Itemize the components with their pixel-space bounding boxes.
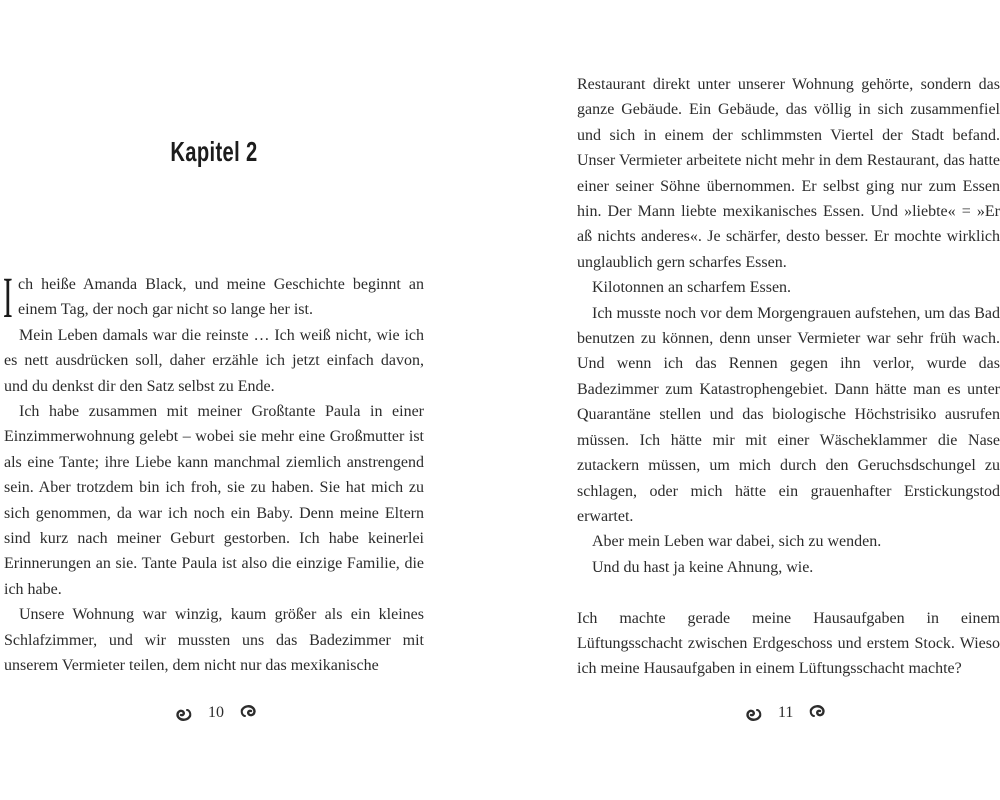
swirl-ornament-icon bbox=[172, 702, 194, 724]
swirl-ornament-icon bbox=[742, 702, 764, 724]
paragraph: Aber mein Leben war dabei, sich zu wenden. bbox=[592, 533, 882, 551]
paragraph-text: ch heiße Amanda Black, und meine Geschichte beginnt an einem Tag, der noch gar nicht so lange her ist. bbox=[18, 276, 424, 319]
paragraph: Restaurant direkt unter unserer Wohnung gehörte, sondern das ganze Gebäude. Ein Gebäude, das völlig in sich zusammenfiel und sich in einem der schlimmsten Viertel der Stadt befand. Unser Vermieter arbeitete nicht mehr in dem Restaurant, das hatte einer seiner Söhne übernommen. Er selbst ging nur zum Essen hin. Der Mann liebte mexikanisches Essen. Und »liebte« = »Er aß nichts anderes«. Je schärfer, desto besser. Er mochte wirklich unglaublich gern scharfes Essen. bbox=[577, 76, 1000, 271]
right-page bbox=[577, 0, 1000, 800]
paragraph: Ich habe zusammen mit meiner Großtante Paula in einer Einzimmerwohnung gelebt – wobei sie mehr eine Großmutter ist als eine Tante; ihre Liebe kann manchmal ziemlich anstrengend sein. Aber trotzdem bin ich froh, sie zu haben. Sie hat mich zu sich genommen, da war ich noch ein Baby. Denn meine Eltern sind kurz nach meiner Geburt gestorben. Ich habe keinerlei Erinnerungen an sie. Tante Paula ist also die einzige Familie, die ich habe. bbox=[4, 403, 424, 598]
page-number: 11 bbox=[778, 704, 794, 721]
paragraph: Kilotonnen an scharfem Essen. bbox=[592, 279, 792, 297]
swirl-ornament-icon bbox=[238, 702, 260, 724]
drop-cap: I bbox=[3, 265, 13, 330]
paragraph bbox=[3, 265, 424, 330]
paragraph: Und du hast ja keine Ahnung, wie. bbox=[592, 558, 814, 576]
paragraph: Unsere Wohnung war winzig, kaum größer als ein kleines Schlafzimmer, und wir mussten uns das Badezimmer mit unserem Vermieter teilen, dem nicht nur das mexikanische bbox=[4, 606, 424, 675]
paragraph: Ich musste noch vor dem Morgengrauen aufstehen, um das Bad benutzen zu können, denn unser Vermieter war sehr früh wach. Und wenn ich das Rennen gegen ihn verlor, wurde das Badezimmer zum Katastrophengebiet. Dann hätte man es unter Quarantäne stellen und das biologische Höchstrisiko ausrufen müssen. Ich hätte mir mit einer Wäscheklammer die Nase zutackern müssen, um mich durch den Geruchsdschungel zu schlagen, oder mich hätte ein grauenhafter Erstickungstod erwartet. bbox=[577, 304, 1000, 525]
swirl-ornament-icon bbox=[807, 702, 829, 724]
chapter-title: Kapitel 2 bbox=[170, 136, 258, 167]
page-footer bbox=[172, 702, 260, 724]
left-page bbox=[4, 0, 424, 800]
paragraph: Ich machte gerade meine Hausaufgaben in einem Lüftungsschacht zwischen Erdgeschoss und erstem Stock. Wieso ich meine Hausaufgaben in einem Lüftungsschacht machte? bbox=[577, 609, 1000, 678]
left-page-text bbox=[3, 265, 424, 679]
page-footer bbox=[742, 702, 829, 724]
right-page-text bbox=[577, 72, 1000, 682]
paragraph: Mein Leben damals war die reinste … Ich weiß nicht, wie ich es nett ausdrücken soll, daher erzähle ich jetzt einfach davon, und du denkst dir den Satz selbst zu Ende. bbox=[4, 326, 424, 395]
page-number: 10 bbox=[208, 704, 224, 721]
